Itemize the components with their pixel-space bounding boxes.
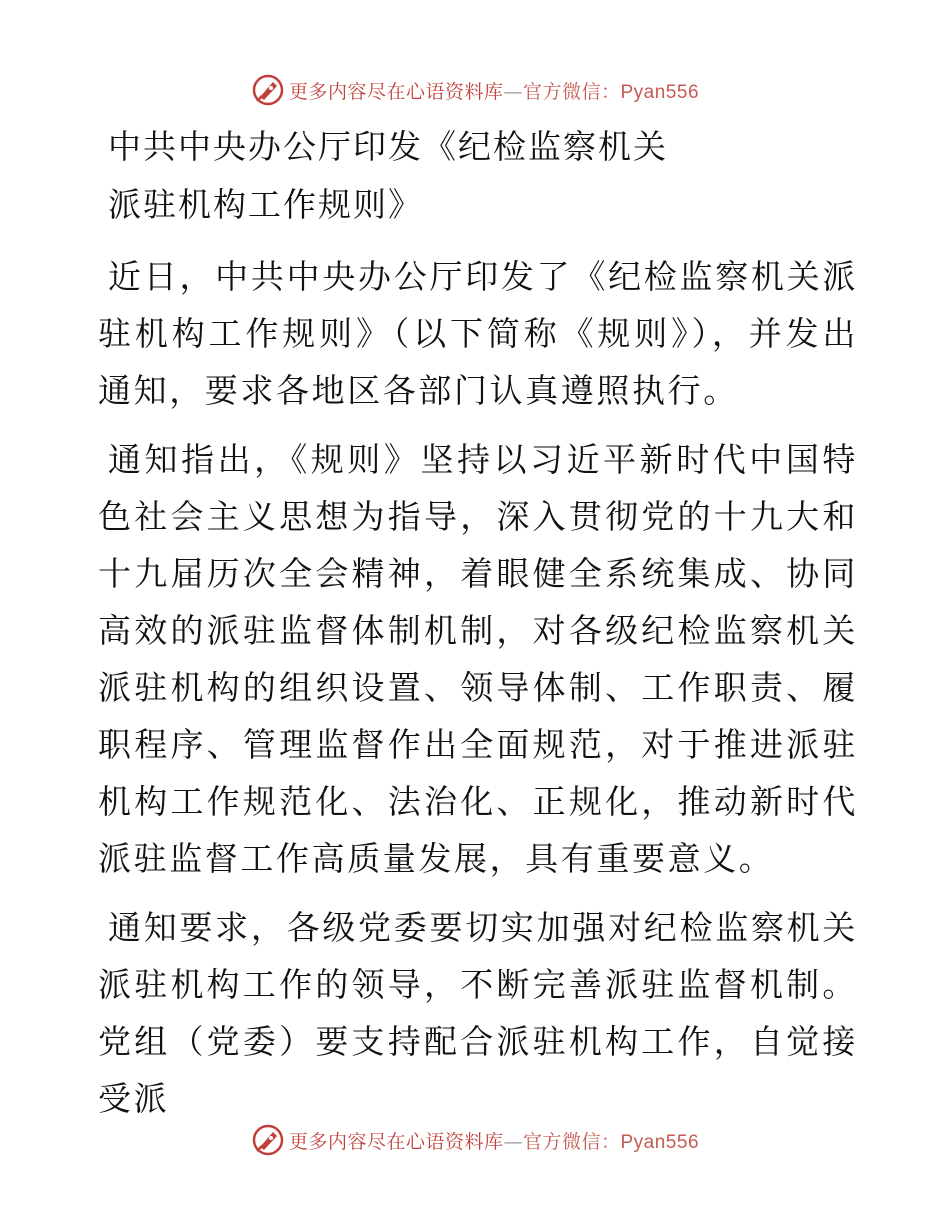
pen-nib-logo-icon <box>251 1123 285 1157</box>
watermark-group <box>251 1123 699 1157</box>
watermark-contact-label: 官方微信： <box>522 80 621 103</box>
watermark-text <box>289 1127 699 1154</box>
header-watermark <box>0 70 950 110</box>
title-line-1: 中共中央办公厅印发《纪检监察机关 <box>108 127 668 166</box>
watermark-contact-label: 官方微信： <box>522 1130 621 1153</box>
footer-watermark <box>0 1120 950 1160</box>
document-body <box>98 118 858 1127</box>
pen-nib-logo-icon <box>251 73 285 107</box>
watermark-wechat-id: Pyan556 <box>620 1131 700 1153</box>
watermark-dash: — <box>503 80 523 103</box>
title-line-2: 派驻机构工作规则》 <box>108 185 423 224</box>
watermark-brand: 更多内容尽在心语资料库 <box>288 1130 504 1153</box>
watermark-group <box>251 73 699 107</box>
watermark-wechat-id: Pyan556 <box>620 81 700 103</box>
watermark-text <box>289 77 699 104</box>
paragraph-1: 近日，中共中央办公厅印发了《纪检监察机关派驻机构工作规则》（以下简称《规则》），并发出通知，要求各地区各部门认真遵照执行。 <box>98 257 858 410</box>
document-title <box>98 118 858 234</box>
watermark-brand: 更多内容尽在心语资料库 <box>288 80 504 103</box>
paragraph-3: 通知要求，各级党委要切实加强对纪检监察机关派驻机构工作的领导，不断完善派驻监督机制。党组（党委）要支持配合派驻机构工作，自觉接受派 <box>98 908 858 1118</box>
watermark-dash: — <box>503 1130 523 1153</box>
paragraph-2: 通知指出，《规则》坚持以习近平新时代中国特色社会主义思想为指导，深入贯彻党的十九大和十九届历次全会精神，着眼健全系统集成、协同高效的派驻监督体制机制，对各级纪检监察机关派驻机构的组织设置、领导体制、工作职责、履职程序、管理监督作出全面规范，对于推进派驻机构工作规范化、法治化、正规化，推动新时代派驻监督工作高质量发展，具有重要意义。 <box>98 440 858 878</box>
